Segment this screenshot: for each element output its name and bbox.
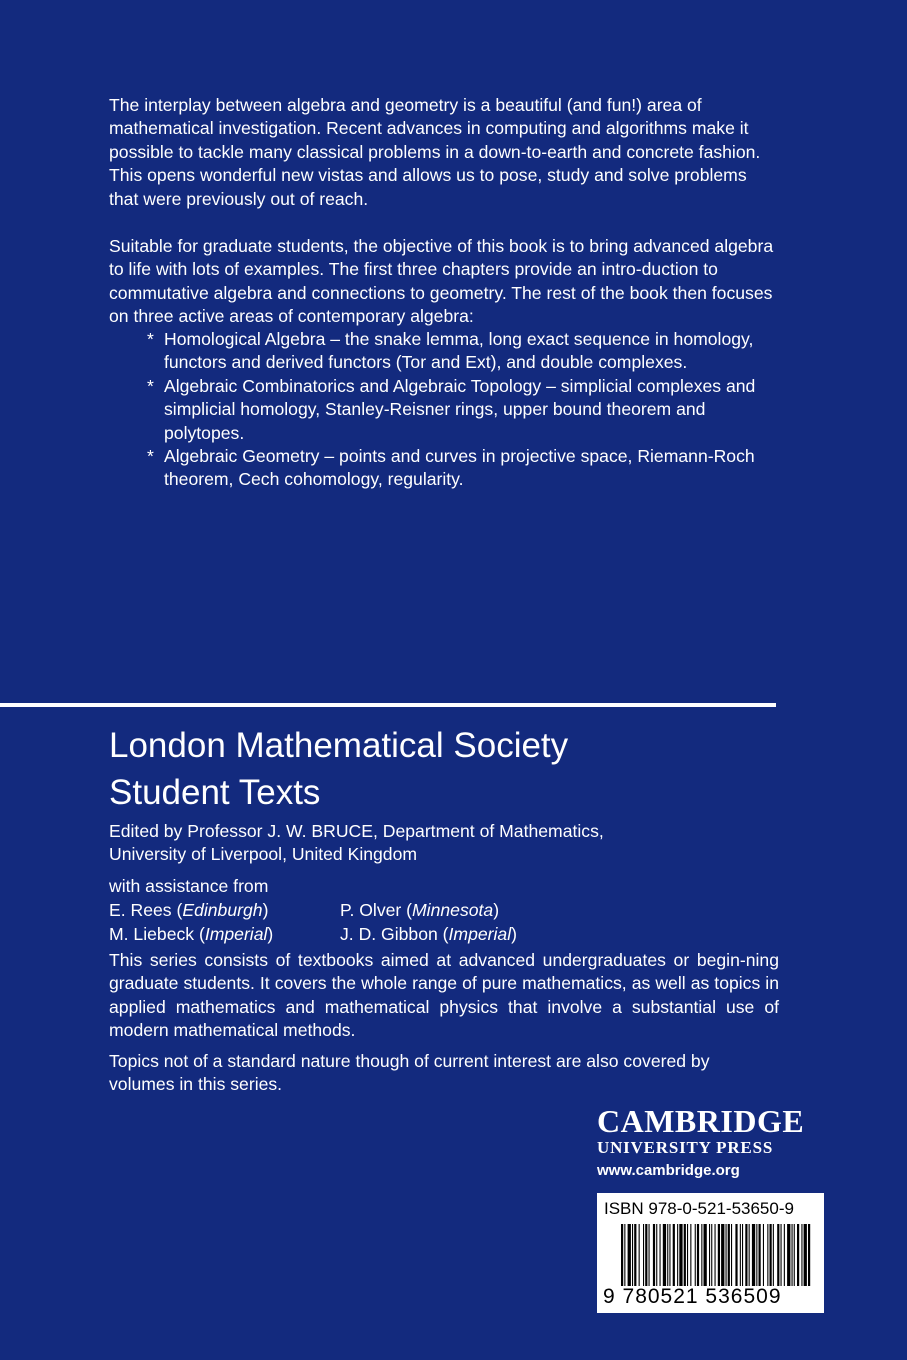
advisor: P. Olver (Minnesota) xyxy=(340,900,500,920)
publisher-url: www.cambridge.org xyxy=(597,1162,740,1179)
editor-line-1: Edited by Professor J. W. BRUCE, Department of Mathematics, xyxy=(109,821,604,841)
advisor: E. Rees (Edinburgh) xyxy=(109,900,269,920)
barcode-bar xyxy=(639,1224,640,1286)
barcode-bar xyxy=(645,1224,647,1286)
bullet-marker: * xyxy=(147,329,154,349)
advisor-place: Imperial xyxy=(448,924,512,944)
advisor: M. Liebeck (Imperial) xyxy=(109,924,274,944)
barcode-bar xyxy=(634,1224,636,1286)
isbn-label: ISBN 978-0-521-53650-9 xyxy=(604,1199,794,1218)
list-item xyxy=(147,375,767,445)
barcode-bar xyxy=(777,1224,779,1286)
barcode-bar xyxy=(745,1224,747,1286)
barcode-bar xyxy=(679,1224,682,1286)
series-note: Topics not of a standard nature though of current interest are also covered by volumes in this series. xyxy=(109,1051,710,1095)
publisher-subtitle: UNIVERSITY PRESS xyxy=(597,1138,774,1157)
barcode-bar xyxy=(649,1224,650,1286)
list-item xyxy=(147,445,767,492)
series-title-line-1: London Mathematical Society xyxy=(109,726,569,765)
barcode-bar xyxy=(643,1224,644,1286)
advisor-place: Edinburgh xyxy=(182,900,263,920)
barcode-bar xyxy=(728,1224,730,1286)
series-editor xyxy=(109,820,709,867)
barcode-bar xyxy=(784,1224,785,1286)
barcode-bar xyxy=(704,1224,707,1286)
advisor-name: M. Liebeck xyxy=(109,924,195,944)
barcode-bar xyxy=(781,1224,782,1286)
barcode-bar xyxy=(792,1224,793,1286)
barcode-bar xyxy=(709,1224,710,1286)
barcode-bar xyxy=(701,1224,702,1286)
blurb-paragraph-1: The interplay between algebra and geometry is a beautiful (and fun!) area of mathematical investigation. Recent advances in computing and algorithms make it possible to tackle many classical problems in a down-to-earth and concrete fashion. This opens wonderful new vistas and allows us to pose, study and solve problems that were previously out of reach. xyxy=(109,95,761,209)
advisor-name: E. Rees xyxy=(109,900,172,920)
ean-digits: 9 780521 536509 xyxy=(603,1285,782,1308)
barcode-bar xyxy=(695,1224,696,1286)
blurb-paragraph-2: Suitable for graduate students, the objective of this book is to bring advanced algebra to life with lots of examples. The first three chapters provide an intro-duction to commutative algebra and connections to geometry. The rest of the book then focuses on three active areas of contemporary algebra: xyxy=(109,236,774,327)
advisor-list xyxy=(109,898,600,946)
barcode-bar xyxy=(718,1224,720,1286)
advisor: J. D. Gibbon (Imperial) xyxy=(340,924,517,944)
divider xyxy=(0,703,776,707)
barcode-bar xyxy=(653,1224,655,1286)
list-item xyxy=(147,328,767,375)
barcode-bar xyxy=(628,1224,631,1286)
barcode-bar xyxy=(711,1224,712,1286)
barcode-bar xyxy=(656,1224,657,1286)
series-title xyxy=(109,722,568,816)
barcode-bar xyxy=(690,1224,691,1286)
barcode-bar xyxy=(742,1224,743,1286)
barcode-bar xyxy=(801,1224,802,1286)
barcode-bar xyxy=(804,1224,807,1286)
barcode-bar xyxy=(677,1224,678,1286)
barcode-bar xyxy=(740,1224,741,1286)
barcode-bar xyxy=(632,1224,633,1286)
barcode-bar xyxy=(773,1224,774,1286)
barcode-bar xyxy=(763,1224,764,1286)
advisor-name: J. D. Gibbon xyxy=(340,924,438,944)
topic-list xyxy=(147,328,767,492)
barcode-bar xyxy=(715,1224,716,1286)
barcode-bar xyxy=(673,1224,675,1286)
barcode-bar xyxy=(770,1224,772,1286)
advisor-name: P. Olver xyxy=(340,900,402,920)
series-title-line-2: Student Texts xyxy=(109,773,321,812)
barcode-bars xyxy=(621,1224,813,1290)
list-item-text: Homological Algebra – the snake lemma, long exact sequence in homology, functors and derived functors (Tor and Ext), and double complexes. xyxy=(164,329,754,373)
barcode-bar xyxy=(731,1224,732,1286)
barcode-bar xyxy=(721,1224,724,1286)
barcode-bar xyxy=(669,1224,670,1286)
bullet-marker: * xyxy=(147,375,154,396)
barcode-bar xyxy=(684,1224,686,1286)
barcode-bar xyxy=(735,1224,737,1286)
barcode-bar xyxy=(667,1224,668,1286)
publisher-name: CAMBRIDGE xyxy=(597,1103,805,1139)
list-item-text: Algebraic Geometry – points and curves in projective space, Riemann-Roch theorem, Cech cohomology, regularity. xyxy=(164,446,755,490)
barcode-bar xyxy=(749,1224,750,1286)
barcode-bar xyxy=(697,1224,699,1286)
barcode-bar xyxy=(767,1224,768,1286)
barcode-bar xyxy=(687,1224,688,1286)
editor-line-2: University of Liverpool, United Kingdom xyxy=(109,844,418,865)
advisor-place: Minnesota xyxy=(412,900,494,920)
barcode-bar xyxy=(808,1224,810,1286)
series-description: This series consists of textbooks aimed at advanced undergraduates or begin-ning graduate students. It covers the whole range of pure mathematics, as well as topics in applied mathematics and mathematical physics that involve a substantial use of modern mathematical methods. xyxy=(109,950,779,1041)
barcode-bar xyxy=(752,1224,755,1286)
barcode-bar xyxy=(660,1224,661,1286)
list-item-text: Algebraic Combinatorics and Algebraic Topology – simplicial complexes and simplicial homology, Stanley-Reisner rings, upper bound theorem and polytopes. xyxy=(164,375,756,443)
barcode-bar xyxy=(624,1224,625,1286)
barcode-bar xyxy=(794,1224,795,1286)
barcode-bar xyxy=(759,1224,761,1286)
publisher-logo xyxy=(597,1104,827,1182)
barcode-bar xyxy=(756,1224,757,1286)
bullet-marker: * xyxy=(147,446,154,467)
barcode-bar xyxy=(726,1224,727,1286)
barcode-bar xyxy=(663,1224,666,1286)
advisor-place: Imperial xyxy=(204,924,268,944)
barcode-panel xyxy=(597,1193,824,1313)
barcode-bar xyxy=(621,1224,623,1286)
barcode-bar xyxy=(787,1224,790,1286)
assistance-label: with assistance from xyxy=(109,876,269,896)
barcode-bar xyxy=(797,1224,799,1286)
